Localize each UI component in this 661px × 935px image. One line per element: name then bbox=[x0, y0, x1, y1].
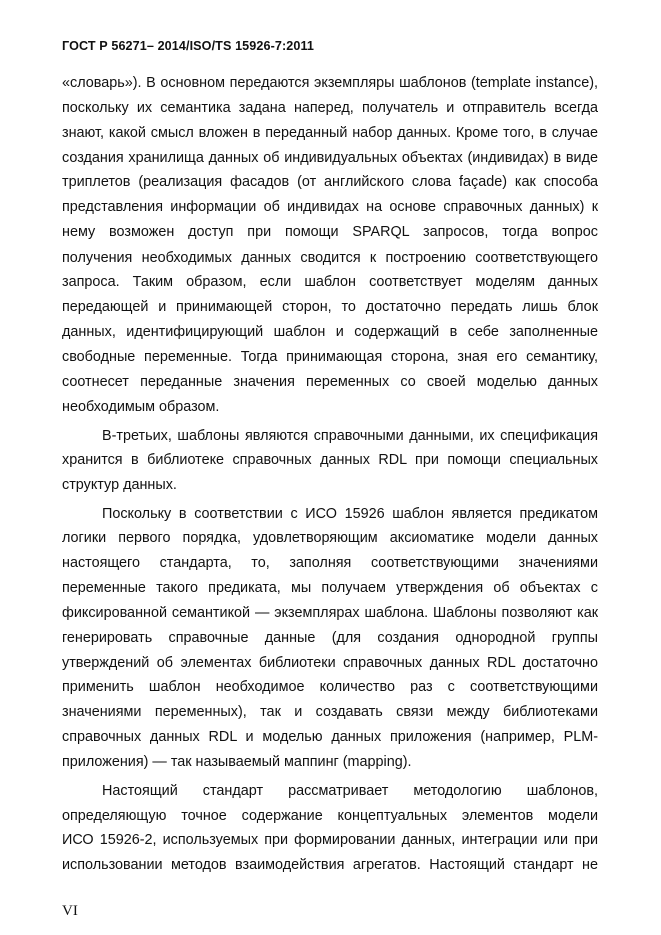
text-line: приложения) — так называемый маппинг (mapping). bbox=[62, 754, 412, 770]
page-number: VI bbox=[62, 903, 78, 919]
text-line: Поскольку в соответствии с ИСО 15926 шаблон является предикатом bbox=[102, 506, 598, 522]
text-line: ИСО 15926-2, используемых при формировании данных, интеграции или при bbox=[62, 832, 598, 848]
text-line: значениями переменных), так и создавать связи между библиотеками bbox=[62, 704, 598, 720]
text-line: определяющую точное содержание концептуальных элементов модели bbox=[62, 808, 598, 824]
text-line: использовании методов взаимодействия агрегатов. Настоящий стандарт не bbox=[62, 857, 598, 873]
document-header: ГОСТ Р 56271– 2014/ISO/TS 15926-7:2011 bbox=[62, 39, 314, 53]
text-line: создания хранилища данных об индивидуальных объектах (индивидах) в виде bbox=[62, 150, 598, 166]
text-line: свободные переменные. Тогда принимающая сторона, зная его семантику, bbox=[62, 349, 598, 365]
text-line: логики первого порядка, удовлетворяющим аксиоматике модели данных bbox=[62, 530, 598, 546]
text-line: фиксированной семантикой — экземплярах шаблона. Шаблоны позволяют как bbox=[62, 605, 598, 621]
text-line: соотнесет переданные значения переменных со своей моделью данных bbox=[62, 374, 598, 390]
text-line: получения необходимых данных сводится к построению соответствующего bbox=[62, 250, 598, 266]
text-line: применить шаблон необходимое количество раз с соответствующими bbox=[62, 679, 598, 695]
text-line: знают, какой смысл вложен в переданный набор данных. Кроме того, в случае bbox=[62, 125, 598, 141]
text-line: структур данных. bbox=[62, 477, 177, 493]
text-line: поскольку их семантика задана наперед, получатель и отправитель всегда bbox=[62, 100, 598, 116]
text-line: представления информации об индивидах на основе справочных данных) к bbox=[62, 199, 598, 215]
text-line: необходимым образом. bbox=[62, 399, 220, 415]
text-line: «словарь»). В основном передаются экземпляры шаблонов (template instance), bbox=[62, 75, 598, 91]
text-line: В-третьих, шаблоны являются справочными данными, их спецификация bbox=[102, 428, 598, 444]
text-line: нему возможен доступ при помощи SPARQL запросов, тогда вопрос bbox=[62, 224, 598, 240]
text-line: хранится в библиотеке справочных данных RDL при помощи специальных bbox=[62, 452, 598, 468]
text-line: запроса. Таким образом, если шаблон соответствует моделям данных bbox=[62, 274, 598, 290]
text-line: Настоящий стандарт рассматривает методологию шаблонов, bbox=[102, 783, 598, 799]
text-line: передающей и принимающей сторон, то достаточно передать лишь блок bbox=[62, 299, 598, 315]
text-line: генерировать справочные данные (для создания однородной группы bbox=[62, 630, 598, 646]
text-line: данных, идентифицирующий шаблон и содержащий в себе заполненные bbox=[62, 324, 598, 340]
text-line: утверждений об элементах библиотеки справочных данных RDL достаточно bbox=[62, 655, 598, 671]
text-line: переменные такого предиката, мы получаем утверждения об объектах с bbox=[62, 580, 598, 596]
text-line: триплетов (реализация фасадов (от английского слова façade) как способа bbox=[62, 174, 598, 190]
text-line: справочных данных RDL и моделью данных приложения (например, PLM- bbox=[62, 729, 598, 745]
text-line: настоящего стандарта, то, заполняя соответствующими значениями bbox=[62, 555, 598, 571]
